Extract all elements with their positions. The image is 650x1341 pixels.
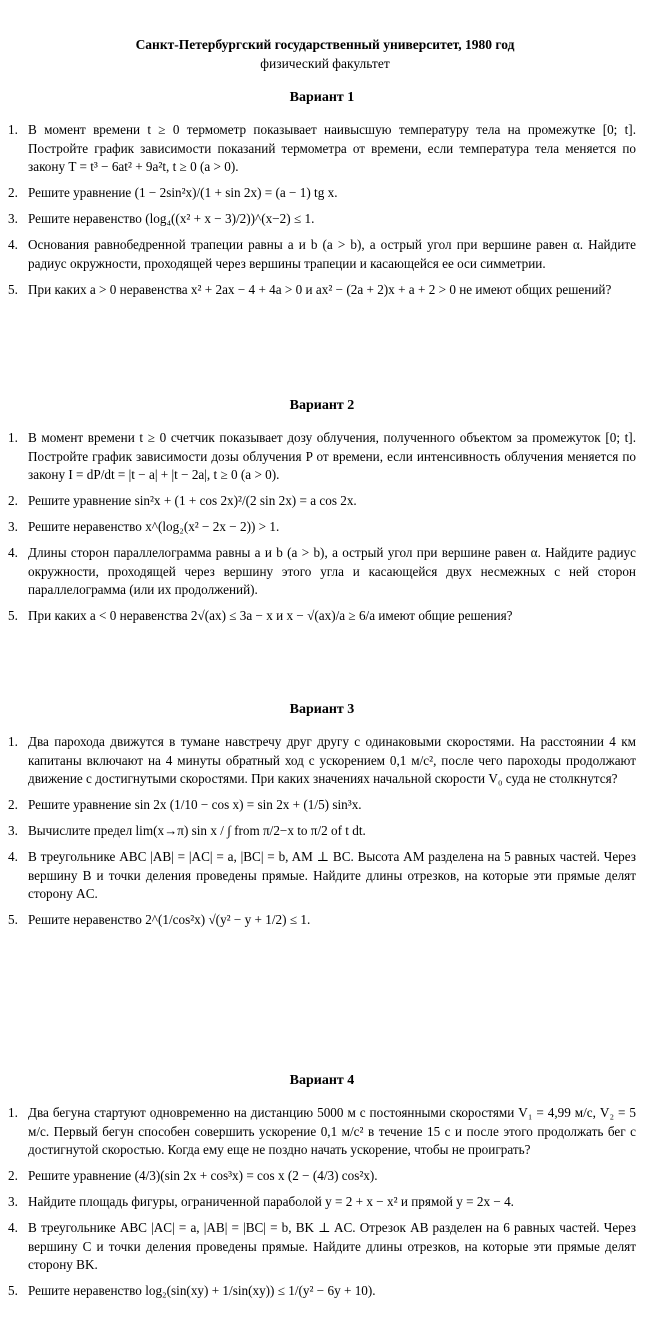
variant-2 bbox=[8, 396, 636, 633]
problem-text: Решите неравенство 2^(1/cos²x) √(y² − y + 1/2) ≤ 1. bbox=[28, 912, 311, 928]
problem-text: Решите уравнение sin²x + (1 + cos 2x)²/(2 sin 2x) = a cos 2x. bbox=[28, 492, 357, 508]
problem-number: 2. bbox=[8, 796, 18, 812]
problem-item bbox=[8, 1193, 636, 1211]
problem-text: Решите неравенство x^(log₂(x² − 2x − 2)) > 1. bbox=[28, 519, 280, 535]
problem-list bbox=[8, 429, 636, 625]
problem-text: Основания равнобедренной трапеции равны a и b (a > b), а острый угол при вершине равен α. Найдите радиус окружности, проходящей через вершины трапеции и касающейся ее оси симметрии. bbox=[28, 237, 636, 271]
header bbox=[0, 36, 650, 73]
problem-item bbox=[8, 544, 636, 599]
problem-text: В треугольнике ABC |AC| = a, |AB| = |BC| = b, BK ⊥ AC. Отрезок AB разделен на 6 равных частей. Через вершину C и точки деления проведены прямые. Найдите длины отрезков, на которые эти прямые делят сторону BK. bbox=[28, 1220, 636, 1272]
problem-item bbox=[8, 607, 636, 625]
problem-list bbox=[8, 1104, 636, 1300]
problem-number: 2. bbox=[8, 184, 18, 200]
problem-number: 5. bbox=[8, 912, 18, 928]
problem-number: 4. bbox=[8, 849, 18, 865]
problem-text: Два бегуна стартуют одновременно на дистанцию 5000 м с постоянными скоростями V₁ = 4,99 м/с, V₂ = 5 м/с. Первый бегун способен совершить ускорение 0,1 м/с² в течение 15 с и после этого продолжать бег с достигнутой скоростью. Когда ему еще не поздно начать ускорение, чтобы не проиграть? bbox=[28, 1105, 636, 1157]
problem-number: 5. bbox=[8, 608, 18, 624]
problem-number: 4. bbox=[8, 1220, 18, 1236]
problem-text: Решите уравнение (4/3)(sin 2x + cos³x) = cos x (2 − (4/3) cos²x). bbox=[28, 1167, 378, 1183]
problem-number: 1. bbox=[8, 734, 18, 750]
problem-text: При каких a > 0 неравенства x² + 2ax − 4 + 4a > 0 и ax² − (2a + 2)x + a + 2 > 0 не имеют общих решений? bbox=[28, 281, 612, 297]
variant-title: Вариант 1 bbox=[289, 90, 355, 105]
problem-number: 1. bbox=[8, 122, 18, 138]
problem-number: 4. bbox=[8, 545, 18, 561]
problem-item bbox=[8, 822, 636, 840]
variant-4 bbox=[8, 1071, 636, 1308]
problem-text: Решите уравнение sin 2x (1/10 − cos x) = sin 2x + (1/5) sin³x. bbox=[28, 796, 362, 812]
problem-item bbox=[8, 121, 636, 176]
problem-number: 3. bbox=[8, 1194, 18, 1210]
problem-number: 3. bbox=[8, 519, 18, 535]
problem-number: 3. bbox=[8, 211, 18, 227]
variant-title: Вариант 2 bbox=[289, 398, 355, 413]
university-title: Санкт-Петербургский государственный университет, 1980 год bbox=[135, 37, 515, 52]
problem-item bbox=[8, 1282, 636, 1300]
variant-3 bbox=[8, 700, 636, 937]
problem-text: Решите неравенство log₂(sin(xy) + 1/sin(xy)) ≤ 1/(y² − 6y + 10). bbox=[28, 1283, 376, 1299]
problem-text: Решите неравенство (log₄((x² + x − 3)/2))^(x−2) ≤ 1. bbox=[28, 211, 315, 227]
problem-item bbox=[8, 1167, 636, 1185]
problem-list bbox=[8, 121, 636, 299]
problem-text: В момент времени t ≥ 0 термометр показывает наивысшую температуру тела на промежутке [0; t]. Постройте график зависимости показаний термометра от времени, если температура тела меняется по закону T = t³ − 6at² + 9a²t, t ≥ 0 (a > 0). bbox=[28, 122, 636, 174]
problem-text: Найдите площадь фигуры, ограниченной параболой y = 2 + x − x² и прямой y = 2x − 4. bbox=[28, 1194, 514, 1210]
problem-item bbox=[8, 281, 636, 299]
problem-number: 1. bbox=[8, 1105, 18, 1121]
problem-text: При каких a < 0 неравенства 2√(ax) ≤ 3a − x и x − √(ax)/a ≥ 6/a имеют общие решения? bbox=[28, 608, 513, 624]
problem-item bbox=[8, 1104, 636, 1159]
problem-item bbox=[8, 236, 636, 272]
problem-text: Длины сторон параллелограмма равны a и b (a > b), а острый угол при вершине равен α. Найдите радиус окружности, проходящей через вершину этого угла и касающейся двух несмежных с ней сторон параллелограмма (или их продолжений). bbox=[28, 545, 636, 597]
problem-item bbox=[8, 492, 636, 510]
problem-text: Два парохода движутся в тумане навстречу друг другу с одинаковыми скоростями. На расстоянии 4 км капитаны включают на 4 минуты обратный ход с ускорением 0,1 м/с², после чего пароходы продолжают движение с достигнутыми скоростями. При каких значениях начальной скорости V₀ суда не столкнутся? bbox=[28, 734, 636, 786]
variant-1 bbox=[8, 88, 636, 307]
problem-item bbox=[8, 210, 636, 228]
problem-number: 4. bbox=[8, 237, 18, 253]
problem-list bbox=[8, 733, 636, 929]
problem-item bbox=[8, 1219, 636, 1274]
problem-item bbox=[8, 848, 636, 903]
problem-item bbox=[8, 733, 636, 788]
problem-item bbox=[8, 911, 636, 929]
problem-item bbox=[8, 184, 636, 202]
problem-text: Решите уравнение (1 − 2sin²x)/(1 + sin 2x) = (a − 1) tg x. bbox=[28, 184, 338, 200]
problem-number: 2. bbox=[8, 1167, 18, 1183]
problem-text: В момент времени t ≥ 0 счетчик показывает дозу облучения, полученного объектом за промежуток [0; t]. Постройте график зависимости дозы облучения P от времени, если интенсивность облучения меняется по закону I = dP/dt = |t − a| + |t − 2a|, t ≥ 0 (a > 0). bbox=[28, 430, 636, 482]
problem-item bbox=[8, 518, 636, 536]
problem-number: 2. bbox=[8, 492, 18, 508]
variant-title: Вариант 4 bbox=[289, 1073, 355, 1088]
problem-number: 5. bbox=[8, 1283, 18, 1299]
problem-text: Вычислите предел lim(x→π) sin x / ∫ from π/2−x to π/2 of t dt. bbox=[28, 823, 366, 839]
problem-number: 5. bbox=[8, 281, 18, 297]
problem-item bbox=[8, 796, 636, 814]
problem-text: В треугольнике ABC |AB| = |AC| = a, |BC| = b, AM ⊥ BC. Высота AM разделена на 5 равных частей. Через вершину B и точки деления проведены прямые. Найдите длины отрезков, на которые эти прямые делят сторону AC. bbox=[28, 849, 636, 901]
problem-number: 1. bbox=[8, 430, 18, 446]
faculty-subtitle: физический факультет bbox=[260, 55, 390, 71]
problem-item bbox=[8, 429, 636, 484]
problem-number: 3. bbox=[8, 823, 18, 839]
variant-title: Вариант 3 bbox=[289, 702, 355, 717]
